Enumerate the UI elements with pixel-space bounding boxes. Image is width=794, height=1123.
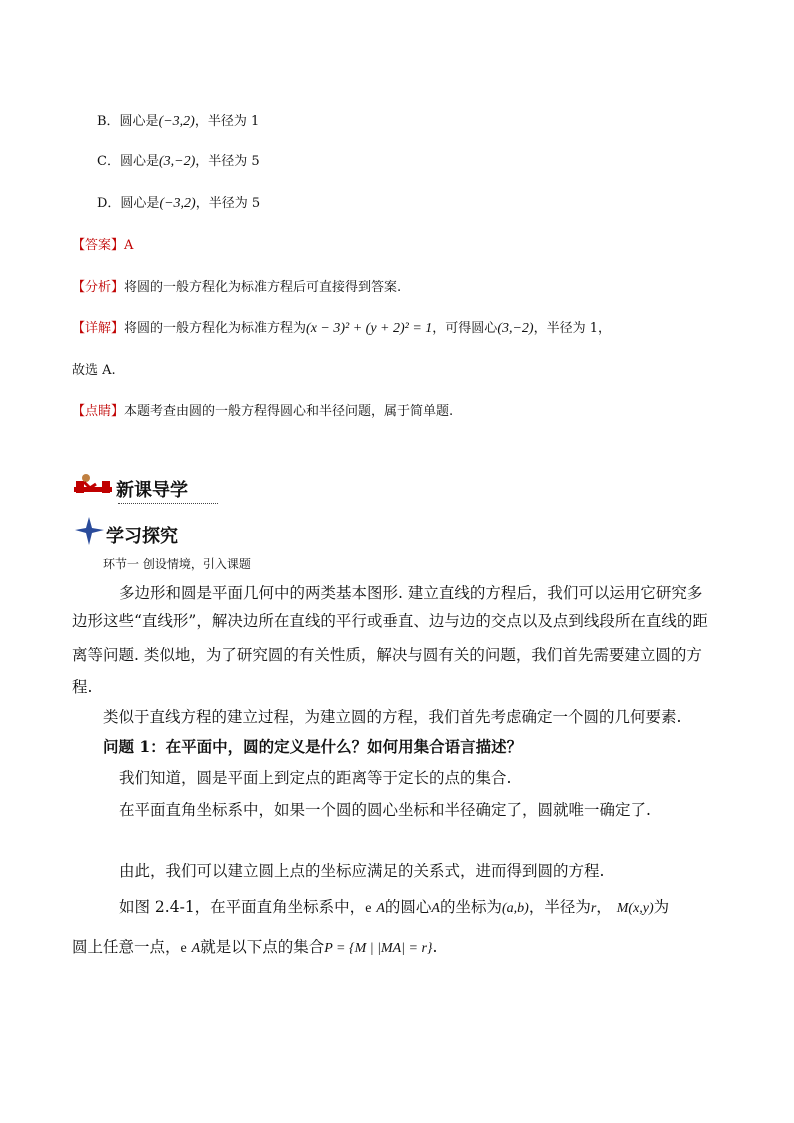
header-divider — [118, 503, 218, 504]
para1-line4: 程. — [72, 678, 93, 696]
option-b-coord: (−3,2) — [158, 114, 195, 129]
study-title: 学习探究 — [106, 526, 178, 547]
var-a: A — [376, 901, 385, 916]
detail-line — [72, 317, 611, 337]
option-b-radius: ，半径为 1 — [194, 114, 260, 129]
question1: 问题 1：在平面中，圆的定义是什么？如何用集合语言描述？ — [103, 737, 523, 756]
option-d-label: D．圆心是 — [97, 196, 160, 211]
runner-icon — [72, 472, 116, 502]
detail-center: (3,−2) — [497, 321, 534, 336]
option-c-radius: ，半径为 5 — [195, 154, 260, 169]
para6-text-b: 的圆心 — [384, 898, 432, 916]
para6-text-g: 圆上任意一点， — [72, 938, 181, 956]
para6-text-h: 就是以下点的集合 — [200, 938, 325, 956]
comment-line — [72, 400, 453, 419]
para2: 类似于直线方程的建立过程，为建立圆的方程，我们首先考虑确定一个圆的几何要素. — [103, 708, 682, 726]
detail-text: 将圆的一般方程化为标准方程为 — [124, 321, 307, 336]
detail-equation: (x − 3)² + (y + 2)² = 1 — [306, 321, 433, 336]
star-icon — [74, 516, 106, 546]
detail-radius: ，半径为 1， — [533, 321, 611, 336]
para6-text-c: 的坐标为 — [439, 898, 502, 916]
para6-line1 — [119, 896, 669, 920]
conclusion-line: 故选 A. — [72, 363, 116, 378]
option-c-coord: (3,−2) — [158, 154, 196, 169]
para4: 在平面直角坐标系中，如果一个圆的圆心坐标和半径确定了，圆就唯一确定了. — [119, 801, 651, 819]
new-lesson-title: 新课导学 — [116, 480, 188, 501]
para6-text: 如图 2.4-1，在平面直角坐标系中， — [119, 898, 366, 916]
para6-text-e: ， — [596, 898, 612, 916]
option-c-label: C．圆心是 — [97, 154, 159, 169]
para1-line3: 离等问题. 类似地，为了研究圆的有关性质，解决与圆有关的问题，我们首先需要建立圆的方 — [72, 646, 702, 664]
var-a: A — [431, 901, 440, 916]
var-r: r — [590, 901, 597, 916]
analysis-text: 将圆的一般方程化为标准方程后可直接得到答案. — [124, 280, 402, 295]
var-a: A — [191, 941, 201, 956]
answer-line — [72, 234, 133, 253]
para6-line2 — [72, 936, 437, 960]
para6-text-f: 为 — [653, 898, 670, 916]
circle-symbol: e — [365, 901, 372, 916]
stage-title: 环节一 创设情境，引入课题 — [103, 557, 251, 571]
analysis-line — [72, 276, 401, 295]
answer-tag: 【答案】 — [72, 238, 125, 253]
comment-text: 本题考查由圆的一般方程得圆心和半径问题，属于简单题. — [124, 404, 454, 419]
option-d-coord: (−3,2) — [159, 196, 196, 211]
set-expression: P = {M | |MA| = r} — [324, 941, 433, 956]
option-c — [97, 150, 260, 170]
option-b-label: B．圆心是 — [97, 114, 159, 129]
circle-symbol: e — [180, 941, 187, 956]
detail-text-mid: ，可得圆心 — [432, 321, 498, 336]
point-m: M(x,y) — [616, 901, 654, 916]
para6-text-d: ，半径为 — [528, 898, 591, 916]
option-d-radius: ，半径为 5 — [195, 196, 261, 211]
para3: 我们知道，圆是平面上到定点的距离等于定长的点的集合. — [119, 769, 512, 787]
para5: 由此，我们可以建立圆上点的坐标应满足的关系式，进而得到圆的方程. — [119, 862, 605, 880]
detail-tag: 【详解】 — [72, 321, 125, 336]
option-b — [97, 110, 259, 130]
center-coord: (a,b) — [502, 901, 529, 916]
para6-end: . — [432, 938, 438, 956]
para1-line2: 边形这些“直线形”，解决边所在直线的平行或垂直、边与边的交点以及点到线段所在直线的距 — [72, 612, 708, 630]
analysis-tag: 【分析】 — [72, 280, 125, 295]
comment-tag: 【点睛】 — [72, 404, 125, 419]
option-d — [97, 192, 260, 212]
answer-value: A — [124, 238, 134, 253]
para1-line1: 多边形和圆是平面几何中的两类基本图形. 建立直线的方程后，我们可以运用它研究多 — [119, 584, 703, 602]
